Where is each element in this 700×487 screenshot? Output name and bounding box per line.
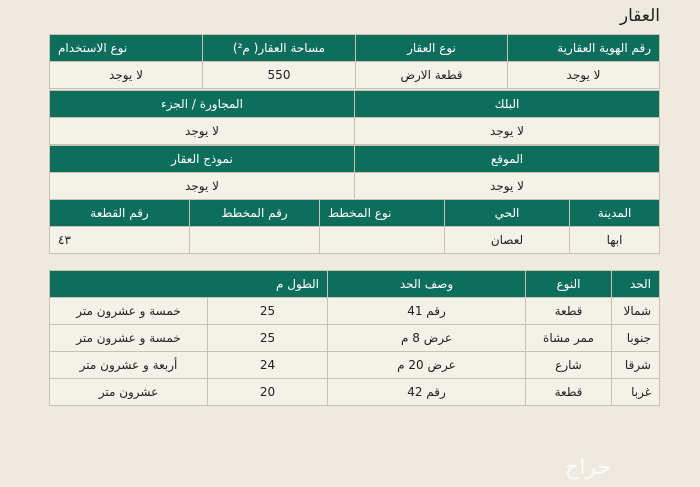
row-number: 20 [208, 379, 328, 406]
table-row [50, 379, 660, 406]
row-length: عشرون متر [50, 379, 208, 406]
header-property-model: نموذج العقار [50, 146, 355, 173]
row-desc: عرض 8 م [328, 325, 526, 352]
header-city: المدينة [570, 200, 660, 227]
row-number: 25 [208, 325, 328, 352]
boundaries-table [49, 270, 660, 406]
row-desc: رقم 41 [328, 298, 526, 325]
header-boundary-desc: وصف الحد [328, 271, 526, 298]
header-property-area: مساحة العقار( م²) [203, 35, 356, 62]
table-row [50, 298, 660, 325]
value-property-area: 550 [203, 62, 356, 89]
row-length: خمسة و عشرون متر [50, 298, 208, 325]
header-property-id: رقم الهوية العقارية [508, 35, 660, 62]
header-length: الطول م [50, 271, 328, 298]
row-side: غربا [612, 379, 660, 406]
block-table [49, 90, 660, 145]
watermark-logo: حراج [565, 455, 612, 480]
value-district: لعصان [445, 227, 570, 254]
value-city: ابها [570, 227, 660, 254]
header-plan-number: رقم المخطط [190, 200, 320, 227]
row-number: 25 [208, 298, 328, 325]
header-location: الموقع [355, 146, 660, 173]
table-row [50, 352, 660, 379]
table-row [50, 325, 660, 352]
value-block: لا يوجد [355, 118, 660, 145]
value-plot-number: ٤٣ [50, 227, 190, 254]
header-boundary-type: النوع [526, 271, 612, 298]
value-property-id: لا يوجد [508, 62, 660, 89]
row-desc: عرض 20 م [328, 352, 526, 379]
row-type: شارع [526, 352, 612, 379]
row-length: خمسة و عشرون متر [50, 325, 208, 352]
value-location: لا يوجد [355, 173, 660, 200]
value-property-model: لا يوجد [50, 173, 355, 200]
value-neighborhood: لا يوجد [50, 118, 355, 145]
row-type: قطعة [526, 379, 612, 406]
row-side: شمالا [612, 298, 660, 325]
header-usage-type: نوع الاستخدام [50, 35, 203, 62]
header-side: الحد [612, 271, 660, 298]
row-side: شرقا [612, 352, 660, 379]
property-table [49, 34, 660, 89]
header-neighborhood: المجاورة / الجزء [50, 91, 355, 118]
header-plot-number: رقم القطعة [50, 200, 190, 227]
row-desc: رقم 42 [328, 379, 526, 406]
row-side: جنوبا [612, 325, 660, 352]
row-number: 24 [208, 352, 328, 379]
location-table [49, 145, 660, 200]
header-property-type: نوع العقار [356, 35, 508, 62]
row-length: أربعة و عشرون متر [50, 352, 208, 379]
row-type: قطعة [526, 298, 612, 325]
header-plan-type: نوع المخطط [320, 200, 445, 227]
plan-table [49, 199, 660, 254]
value-property-type: قطعة الارض [356, 62, 508, 89]
value-plan-type [320, 227, 445, 254]
value-plan-number [190, 227, 320, 254]
header-district: الحي [445, 200, 570, 227]
value-usage-type: لا يوجد [50, 62, 203, 89]
row-type: ممر مشاة [526, 325, 612, 352]
page-title: العقار [619, 6, 660, 26]
header-block: البلك [355, 91, 660, 118]
